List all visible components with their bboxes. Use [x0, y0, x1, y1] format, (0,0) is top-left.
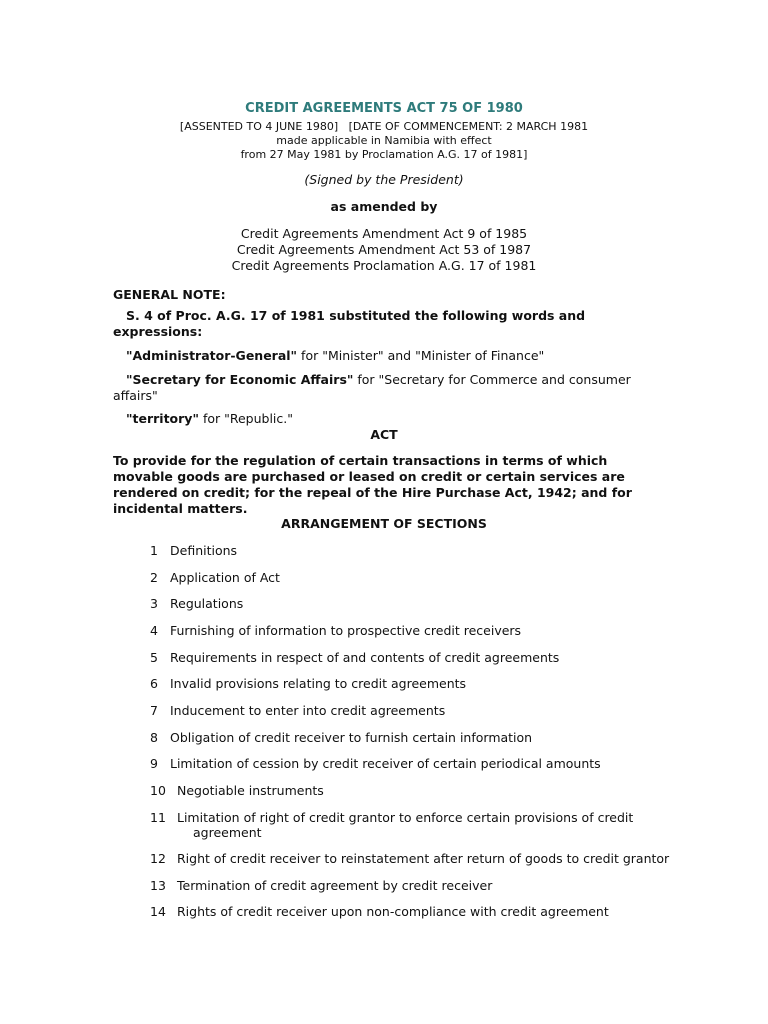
assent-line-2: made applicable in Namibia with effect [276, 134, 492, 147]
section-number: 13 [150, 878, 166, 893]
section-number: 6 [150, 676, 158, 691]
section-title: Rights of credit receiver upon non-compliance with credit agreement [177, 904, 609, 919]
section-number: 2 [150, 570, 158, 585]
substitution-item [113, 372, 643, 404]
section-title: Obligation of credit receiver to furnish certain information [170, 730, 533, 745]
section-number: 12 [150, 851, 166, 866]
section-item [150, 623, 670, 638]
substitution-text: for "Minister" and "Minister of Finance" [297, 348, 545, 363]
section-number: 8 [150, 730, 158, 745]
section-item [150, 596, 670, 611]
substitution-item [113, 348, 643, 364]
substitution-term: "territory" [126, 411, 199, 426]
section-item [150, 810, 670, 840]
section-title: Requirements in respect of and contents of credit agreements [170, 650, 560, 665]
section-title: Furnishing of information to prospective credit receivers [170, 623, 522, 638]
section-item [150, 543, 670, 558]
section-item [150, 650, 670, 665]
section-item [150, 851, 670, 866]
section-title: Inducement to enter into credit agreements [170, 703, 446, 718]
substitution-term: "Secretary for Economic Affairs" [126, 372, 354, 387]
section-title-continued: agreement [193, 825, 262, 840]
substitution-item [113, 411, 643, 427]
general-note-heading: GENERAL NOTE: [113, 287, 226, 302]
section-item [150, 756, 670, 771]
substitution-text: for "Republic." [198, 411, 293, 426]
section-item [150, 904, 670, 919]
amendments-list [0, 226, 768, 274]
section-number: 9 [150, 756, 158, 771]
section-item [150, 570, 670, 585]
section-number: 11 [150, 810, 166, 825]
substitution-term: "Administrator-General" [126, 348, 298, 363]
section-title: Limitation of cession by credit receiver of certain periodical amounts [170, 756, 601, 771]
arrangement-heading: ARRANGEMENT OF SECTIONS [281, 516, 487, 531]
substitution-text: for "Secretary for Commerce and consumer affairs" [113, 372, 631, 403]
section-title: Termination of credit agreement by credit receiver [177, 878, 493, 893]
section-number: 1 [150, 543, 158, 558]
act-title: CREDIT AGREEMENTS ACT 75 OF 1980 [245, 101, 523, 116]
section-title: Definitions [170, 543, 238, 558]
amendment-item: Credit Agreements Amendment Act 53 of 1987 [236, 242, 532, 257]
long-title: To provide for the regulation of certain transactions in terms of which movable goods are purchased or leased on credit or certain services are rendered on credit; for the repeal of the Hire Purchase Act, 1942; and for incidental matters. [113, 453, 632, 516]
section-number: 7 [150, 703, 158, 718]
signed-note: (Signed by the President) [304, 172, 464, 187]
assent-line-3: from 27 May 1981 by Proclamation A.G. 17 of 1981] [240, 148, 528, 161]
section-title: Regulations [170, 596, 244, 611]
section-number: 10 [150, 783, 166, 798]
general-note-intro: S. 4 of Proc. A.G. 17 of 1981 substituted the following words and expressions: [113, 308, 586, 339]
section-title: Limitation of right of credit grantor to enforce certain provisions of credit [177, 810, 634, 825]
amendment-item: Credit Agreements Amendment Act 9 of 1985 [240, 226, 528, 241]
assent-note [0, 120, 768, 162]
section-number: 5 [150, 650, 158, 665]
section-number: 4 [150, 623, 158, 638]
act-heading: ACT [370, 427, 398, 442]
section-title: Application of Act [170, 570, 280, 585]
amended-by-heading: as amended by [330, 199, 438, 214]
section-item [150, 730, 670, 745]
section-title: Right of credit receiver to reinstatement after return of goods to credit grantor [177, 851, 670, 866]
section-item [150, 878, 670, 893]
section-number: 14 [150, 904, 166, 919]
section-item [150, 703, 670, 718]
section-title: Invalid provisions relating to credit agreements [170, 676, 467, 691]
amendment-item: Credit Agreements Proclamation A.G. 17 of 1981 [231, 258, 537, 273]
assent-line-1: [ASSENTED TO 4 JUNE 1980] [DATE OF COMMENCEMENT: 2 MARCH 1981 [179, 120, 589, 133]
section-title: Negotiable instruments [177, 783, 324, 798]
section-number: 3 [150, 596, 158, 611]
section-item [150, 783, 670, 798]
section-item [150, 676, 670, 691]
